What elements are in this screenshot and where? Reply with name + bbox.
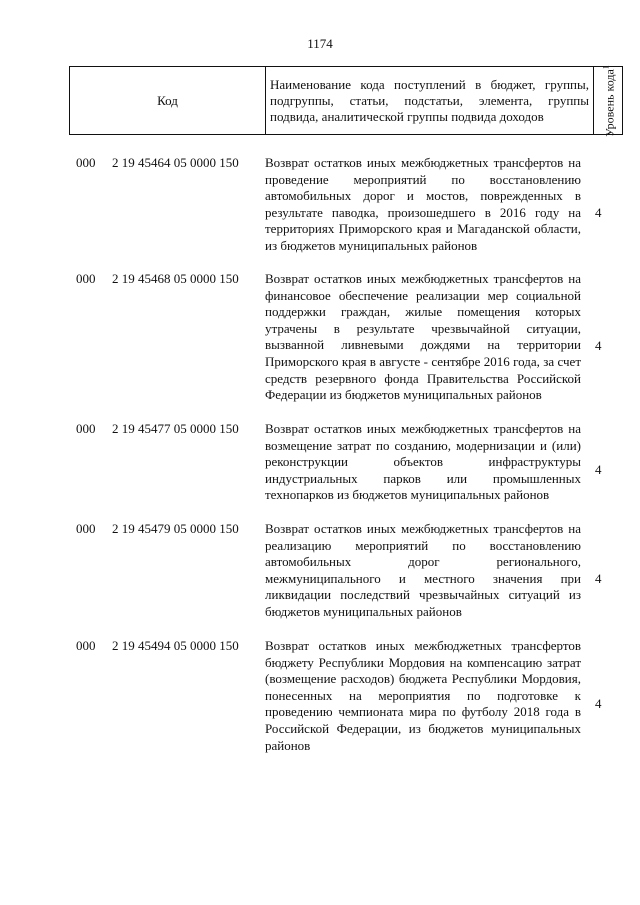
row-name: Возврат остатков иных межбюджетных трансфертов на реализацию мероприятий по восстановлению автомобильных дорог регионального, межмуниципального и местного значения при ликвидации последствий чрезвычайных ситуаций из бюджетов муниципальных районов <box>265 521 581 619</box>
row-level: 4 <box>595 338 602 353</box>
header-level <box>594 64 623 137</box>
page-number: 1174 <box>307 36 333 51</box>
header-code: Код <box>70 67 266 135</box>
row-level: 4 <box>595 205 602 220</box>
row-name: Возврат остатков иных межбюджетных трансфертов на возмещение затрат по созданию, модернизации и (или) реконструкции объектов инфраструктуры индустриальных парков или промышленных технопарков из бюджетов муниципальных районов <box>265 421 581 503</box>
header-level-footnote: 1 <box>601 64 611 69</box>
row-code: 2 19 45468 05 0000 150 <box>112 271 239 286</box>
header-level-text <box>601 65 616 137</box>
row-code: 2 19 45479 05 0000 150 <box>112 521 239 536</box>
row-name: Возврат остатков иных межбюджетных трансфертов на финансовое обеспечение реализации мер социальной поддержки граждан, жилые помещения которых утрачены в результате чрезвычайной ситуации, вызванной ливневыми дождями на территории Приморского края в августе - сентябре 2016 года, за счет средств резервного фонда Правительства Российской Федерации из бюджетов муниципальных районов <box>265 271 581 403</box>
row-level: 4 <box>595 571 602 586</box>
row-prefix: 000 <box>76 421 96 436</box>
row-name: Возврат остатков иных межбюджетных трансфертов бюджету Республики Мордовия на компенсацию затрат (возмещение расходов) бюджета Республики Мордовия, понесенных на мероприятия по подготовке к проведению чемпионата мира по футболу 2018 года в Российской Федерации, из бюджетов муниципальных районов <box>265 638 581 753</box>
header-name: Наименование кода поступлений в бюджет, группы, подгруппы, статьи, подстатьи, элемента, группы подвида, аналитической группы подвида доходов <box>266 67 594 135</box>
row-prefix: 000 <box>76 155 96 170</box>
row-prefix: 000 <box>76 521 96 536</box>
row-prefix: 000 <box>76 271 96 286</box>
row-name: Возврат остатков иных межбюджетных трансфертов на проведение мероприятий по восстановлению автомобильных дорог и мостов, поврежденных в результате паводка, произошедшего в 2016 году на территориях Приморского края и Магаданской области, из бюджетов муниципальных районов <box>265 155 581 253</box>
row-code: 2 19 45477 05 0000 150 <box>112 421 239 436</box>
row-prefix: 000 <box>76 638 96 653</box>
row-code: 2 19 45464 05 0000 150 <box>112 155 239 170</box>
table-header <box>69 66 623 135</box>
row-code: 2 19 45494 05 0000 150 <box>112 638 239 653</box>
row-level: 4 <box>595 696 602 711</box>
header-level-label: Уровень кода <box>602 68 617 137</box>
row-level: 4 <box>595 462 602 477</box>
